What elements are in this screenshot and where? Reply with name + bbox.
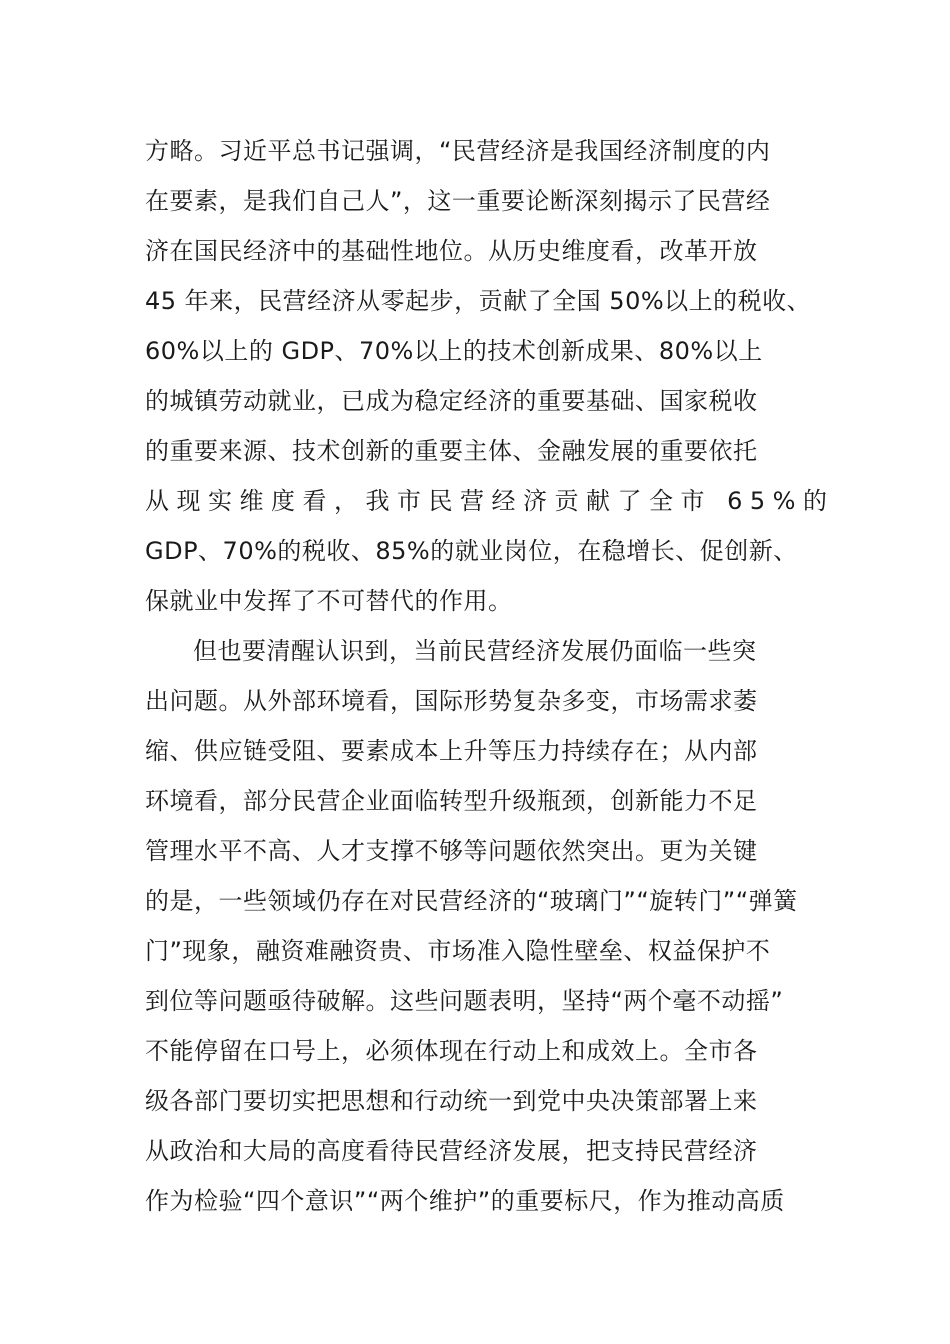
text-line: 从政治和大局的高度看待民营经济发展，把支持民营经济 [145, 1137, 758, 1165]
document-body [145, 126, 835, 1226]
text-line: 作为检验“四个意识”“两个维护”的重要标尺，作为推动高质 [145, 1187, 785, 1215]
text-line: 缩、供应链受阻、要素成本上升等压力持续存在；从内部 [145, 737, 758, 765]
text-line: 的是，一些领域仍存在对民营经济的“玻璃门”“旋转门”“弹簧 [145, 887, 798, 915]
text-line: 的城镇劳动就业，已成为稳定经济的重要基础、国家税收 [145, 387, 758, 415]
text-line: GDP、70%的税收、85%的就业岗位，在稳增长、促创新、 [145, 537, 798, 565]
text-line: 不能停留在口号上，必须体现在行动上和成效上。全市各 [145, 1037, 758, 1065]
text-line: 出问题。从外部环境看，国际形势复杂多变，市场需求萎 [145, 687, 758, 715]
text-line: 级各部门要切实把思想和行动统一到党中央决策部署上来 [145, 1087, 758, 1115]
text-line: 保就业中发挥了不可替代的作用。 [145, 587, 513, 615]
paragraph-1 [145, 126, 835, 626]
text-line: 到位等问题亟待破解。这些问题表明，坚持“两个毫不动摇” [145, 987, 784, 1015]
text-line: 45 年来，民营经济从零起步，贡献了全国 50%以上的税收、 [145, 287, 812, 315]
text-line: 从现实维度看，我市民营经济贡献了全市 65%的 [145, 487, 835, 515]
text-line: 环境看，部分民营企业面临转型升级瓶颈，创新能力不足 [145, 787, 758, 815]
text-line: 门”现象，融资难融资贵、市场准入隐性壁垒、权益保护不 [145, 937, 771, 965]
text-line: 在要素，是我们自己人”，这一重要论断深刻揭示了民营经 [145, 187, 771, 215]
text-line: 管理水平不高、人才支撑不够等问题依然突出。更为关键 [145, 837, 758, 865]
text-line: 60%以上的 GDP、70%以上的技术创新成果、80%以上 [145, 337, 763, 365]
text-line: 济在国民经济中的基础性地位。从历史维度看，改革开放 [145, 237, 758, 265]
text-line: 但也要清醒认识到，当前民营经济发展仍面临一些突 [193, 637, 757, 665]
text-line: 的重要来源、技术创新的重要主体、金融发展的重要依托 [145, 437, 758, 465]
paragraph-2 [145, 626, 825, 1226]
text-line: 方略。习近平总书记强调，“民营经济是我国经济制度的内 [145, 137, 771, 165]
